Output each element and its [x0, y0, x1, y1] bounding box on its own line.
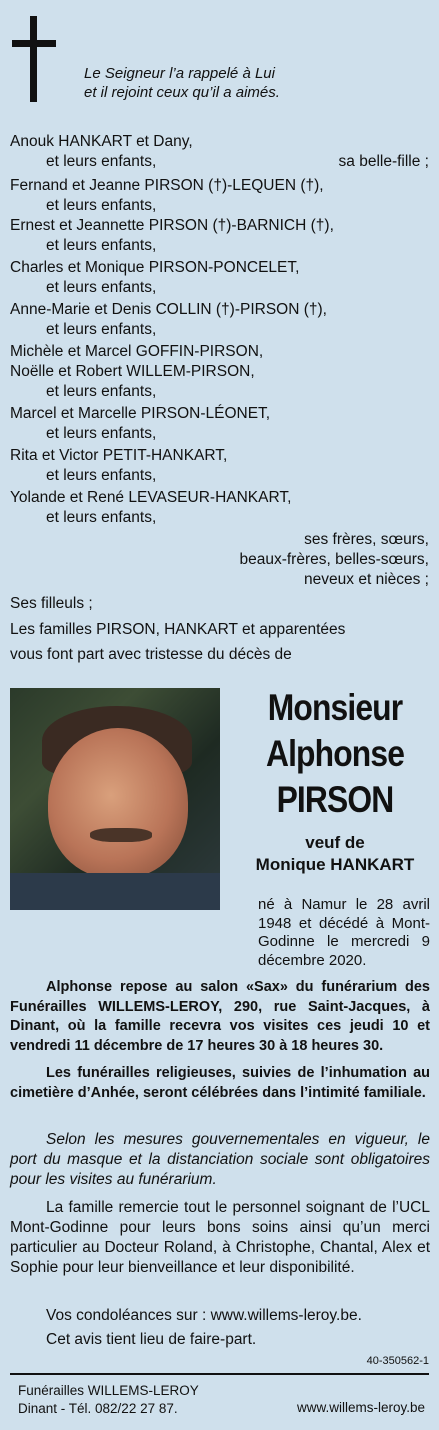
quote: [84, 64, 280, 102]
family-line: et leurs enfants,: [46, 425, 157, 442]
relation-line: ses frères, sœurs,: [304, 531, 429, 548]
deceased-first-name: Alphonse: [265, 733, 405, 774]
family-line: Rita et Victor PETIT-HANKART,: [10, 447, 228, 464]
family-line: et leurs enfants,: [46, 279, 157, 296]
relation-line: neveux et nièces ;: [304, 571, 429, 588]
family-line: et leurs enfants,: [46, 383, 157, 400]
family-line: Noëlle et Robert WILLEM-PIRSON,: [10, 363, 255, 380]
footer-company: Funérailles WILLEMS-LEROY: [18, 1383, 199, 1398]
family-relation: sa belle-fille ;: [338, 153, 429, 170]
quote-line: et il rejoint ceux qu’il a aimés.: [84, 84, 280, 101]
family-line: et leurs enfants,: [46, 197, 157, 214]
family-line: Fernand et Jeanne PIRSON (†)-LEQUEN (†),: [10, 177, 324, 194]
spouse-name: Monique HANKART: [255, 855, 415, 874]
family-line: Charles et Monique PIRSON-PONCELET,: [10, 259, 300, 276]
footer-rule: [10, 1373, 429, 1375]
thanks-paragraph: La famille remercie tout le personnel soignant de l’UCL Mont-Godinne pour leurs bons soins ainsi qu’un merci particulier au Docteur Roland, à Christophe, Chantal, Alex et Sophie pour leur bienveillance et leur disponibilité.: [10, 1199, 430, 1276]
family-line: Anouk HANKART et Dany,: [10, 133, 193, 150]
portrait-photo: [10, 688, 220, 910]
family-line: Ernest et Jeannette PIRSON (†)-BARNICH (†),: [10, 217, 334, 234]
cross-icon-bar: [12, 40, 56, 47]
funerals-paragraph: Les funérailles religieuses, suivies de l’inhumation au cimetière d’Anhée, seront célébrées dans l’intimité familiale.: [10, 1065, 430, 1101]
footer-url[interactable]: www.willems-leroy.be: [296, 1400, 425, 1415]
condolences-line: Vos condoléances sur : www.willems-leroy.be.: [46, 1307, 362, 1324]
veuf-label: veuf de: [305, 833, 365, 852]
repose-paragraph: Alphonse repose au salon «Sax» du funérarium des Funérailles WILLEMS-LEROY, 290, rue Saint-Jacques, à Dinant, où la famille recevra vos visites ces jeudi 10 et vendredi 11 décembre de 17 heures 30 à 18 heures 30.: [10, 979, 430, 1054]
quote-line: Le Seigneur l’a rappelé à Lui: [84, 65, 275, 82]
family-line: Yolande et René LEVASEUR-HANKART,: [10, 489, 292, 506]
closing-line: Ses filleuls ;: [10, 595, 93, 612]
closing-line: Les familles PIRSON, HANKART et apparentées: [10, 621, 346, 638]
closing-line: vous font part avec tristesse du décès de: [10, 646, 292, 663]
cross-icon: [30, 16, 37, 102]
birth-death-text: né à Namur le 28 avril 1948 et décédé à Mont-Godinne le mercredi 9 décembre 2020.: [258, 896, 430, 969]
family-line: et leurs enfants,: [46, 237, 157, 254]
footer-phone: Dinant - Tél. 082/22 27 87.: [18, 1401, 178, 1416]
family-line: Michèle et Marcel GOFFIN-PIRSON,: [10, 343, 264, 360]
relation-line: beaux-frères, belles-sœurs,: [239, 551, 429, 568]
reference-number: 40-350562-1: [366, 1355, 429, 1367]
faire-part-line: Cet avis tient lieu de faire-part.: [46, 1331, 257, 1348]
deceased-title: Monsieur: [267, 687, 403, 728]
family-line: et leurs enfants,: [46, 153, 157, 170]
deceased-last-name: PIRSON: [276, 779, 394, 820]
family-line: Marcel et Marcelle PIRSON-LÉONET,: [10, 405, 271, 422]
family-line: et leurs enfants,: [46, 509, 157, 526]
family-line: Anne-Marie et Denis COLLIN (†)-PIRSON (†),: [10, 301, 327, 318]
family-line: et leurs enfants,: [46, 321, 157, 338]
measures-paragraph: Selon les mesures gouvernementales en vigueur, le port du masque et la distanciation sociale sont obligatoires pour les visites au funérarium.: [10, 1131, 430, 1188]
family-line: et leurs enfants,: [46, 467, 157, 484]
